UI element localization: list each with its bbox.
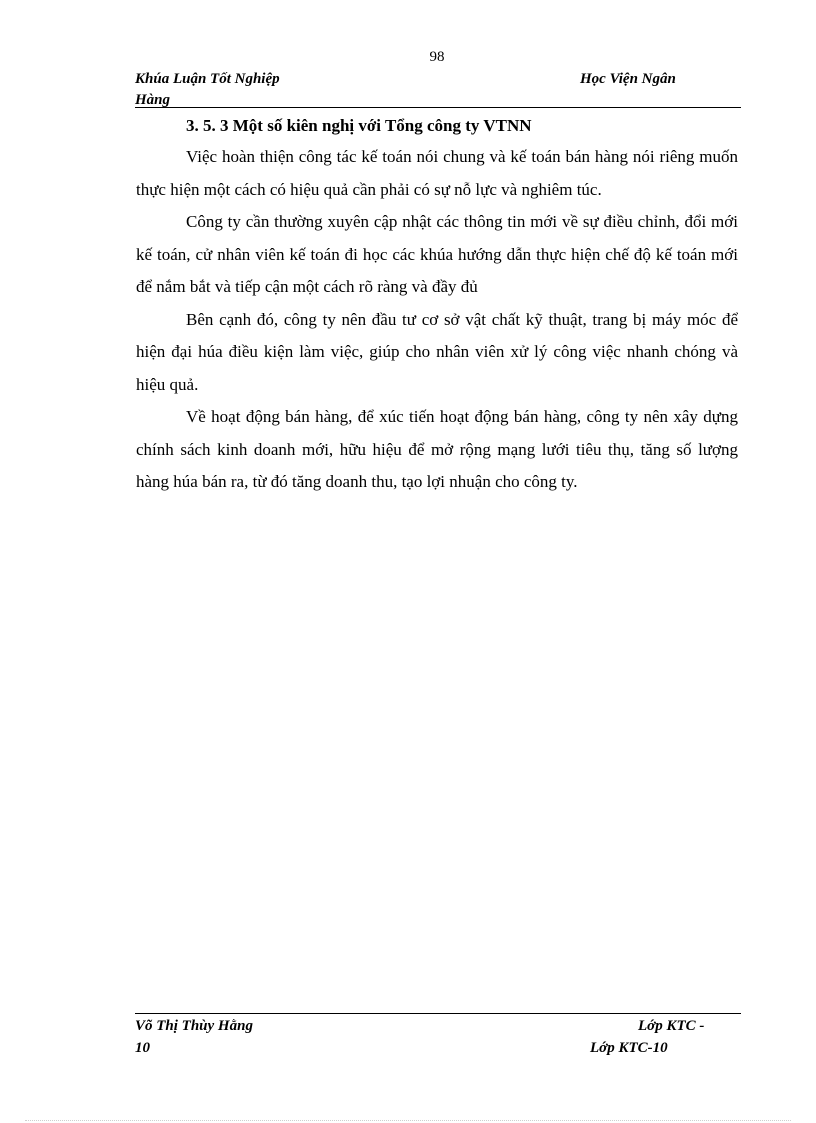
footer-divider	[135, 1013, 741, 1014]
section-heading: 3. 5. 3 Một số kiên nghị với Tổng công ty VTNN	[186, 116, 532, 135]
paragraph: Về hoạt động bán hàng, để xúc tiến hoạt động bán hàng, công ty nên xây dựng chính sách kinh doanh mới, hữu hiệu để mở rộng mạng lưới tiêu thụ, tăng số lượng hàng húa bán ra, từ đó tăng doanh thu, tạo lợi nhuận cho công ty.	[136, 407, 738, 491]
header-thesis-title: Khúa Luận Tốt Nghiệp	[135, 71, 280, 87]
page-number: 98	[429, 49, 445, 65]
footer-class-number: 10	[135, 1040, 150, 1056]
paragraph: Việc hoàn thiện công tác kế toán nói chung và kế toán bán hàng nói riêng muốn thực hiện một cách có hiệu quả cần phải có sự nỗ lực và nghiêm túc.	[136, 147, 738, 199]
footer-class: Lớp KTC -	[638, 1018, 705, 1034]
body-text	[136, 141, 738, 499]
footer-author: Võ Thị Thùy Hằng	[135, 1018, 253, 1034]
header-institution-continued: Hàng	[135, 92, 171, 108]
page-edge-dots	[25, 1120, 791, 1121]
paragraph: Công ty cần thường xuyên cập nhật các thông tin mới về sự điều chỉnh, đổi mới kế toán, cử nhân viên kế toán đi học các khúa hướng dẫn thực hiện chế độ kế toán mới để nắm bắt và tiếp cận một cách rõ ràng và đầy đủ	[136, 212, 738, 296]
paragraph: Bên cạnh đó, công ty nên đầu tư cơ sở vật chất kỹ thuật, trang bị máy móc để hiện đại húa điều kiện làm việc, giúp cho nhân viên xử lý công việc nhanh chóng và hiệu quả.	[136, 309, 738, 394]
header-institution: Học Viện Ngân	[580, 71, 676, 87]
header-divider	[135, 107, 741, 108]
footer-class-full: Lớp KTC-10	[590, 1040, 668, 1056]
